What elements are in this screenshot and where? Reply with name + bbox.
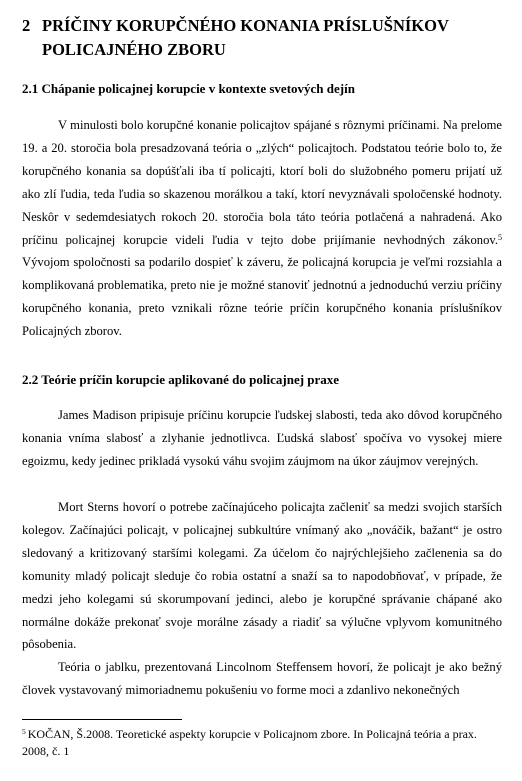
footnote-marker: 5 [22, 727, 26, 736]
footnote-text: KOČAN, Š.2008. Teoretické aspekty korupcie v Policajnom zbore. In Policajná teória a prax. 2008, č. 1 [22, 727, 477, 758]
section-heading-2-1: 2.1 Chápanie policajnej korupcie v kontexte svetových dejín [22, 81, 355, 96]
chapter-number: 2 [22, 16, 31, 35]
paragraph-text: V minulosti bolo korupčné konanie policajtov spájané s rôznymi príčinami. Na prelome 19. a 20. storočia bola presadzovaná teória o „zlých“ policajtoch. Podstatou teórie bolo to, že korupčného konania sa dopúšťali iba tí policajti, ktorí boli do služobného pomeru prijatí už ako zlí ľudia, teda ľudia so skazenou morálkou a takí, ktorí nevyznávali spoločenské hodnoty. Neskôr v sedemdesiatych rokoch 20. storočia bola táto teória potlačená a nahradená. Ako príčinu policajnej korupcie videli ľudia v tejto dobe prijímanie nevhodných zákonov. [22, 118, 502, 247]
section-heading-2-2: 2.2 Teórie príčin korupcie aplikované do policajnej praxe [22, 372, 340, 387]
footnote [22, 726, 502, 759]
paragraph-sterns: Mort Sterns hovorí o potrebe začínajúceho policajta začleniť sa medzi svojich starších kolegov. Začínajúci policajt, v policajnej subkultúre vnímaný ako „nováčik, bažant“ je ostro sledovaný a kritizovaný staršími kolegami. Za účelom čo najrýchlejšieho začlenenia sa do komunity mladý policajt sleduje čo robia ostatní a snaží sa to napodobňovať, v prípade, že medzi jeho kolegami sú skorumpovaní jedinci, alebo je korupčné správanie chápané ako normálne dokáže prekonať svoje morálne zásady a riadiť sa výlučne vplyvom komunitného pôsobenia. [22, 500, 502, 652]
chapter-title: PRÍČINY KORUPČNÉHO KONANIA PRÍSLUŠNÍKOV POLICAJNÉHO ZBORU [42, 16, 449, 59]
chapter-heading [22, 14, 502, 62]
paragraph-steffens: Teória o jablku, prezentovaná Lincolnom Steffensem hovorí, že policajt je ako bežný človek vystavovaný mimoriadnemu pokušeniu vo forme moci a zdanlivo nekonečných [22, 660, 502, 697]
footnote-divider [22, 719, 182, 720]
paragraph-text-continued: Vývojom spoločnosti sa podarilo dospieť k záveru, že policajná korupcia je veľmi rozsiahla a komplikovaná problematika, preto nie je možné stanoviť jednotnú a jednoduchú verziu príčiny korupčného konania, preto vznikali rôzne teórie príčin korupčného konania príslušníkov Policajných zborov. [22, 255, 502, 339]
paragraph-madison: James Madison pripisuje príčinu korupcie ľudskej slabosti, teda ako dôvod korupčného konania vníma slabosť a zlyhanie jednotlivca. Ľudská slabosť spočíva vo vysokej miere egoizmu, kedy jedinec prikladá vysokú váhu svojim záujmom na úkor záujmov verejných. [22, 408, 502, 468]
footnote-reference: 5 [498, 232, 502, 242]
paragraph-historical-context [22, 114, 502, 343]
